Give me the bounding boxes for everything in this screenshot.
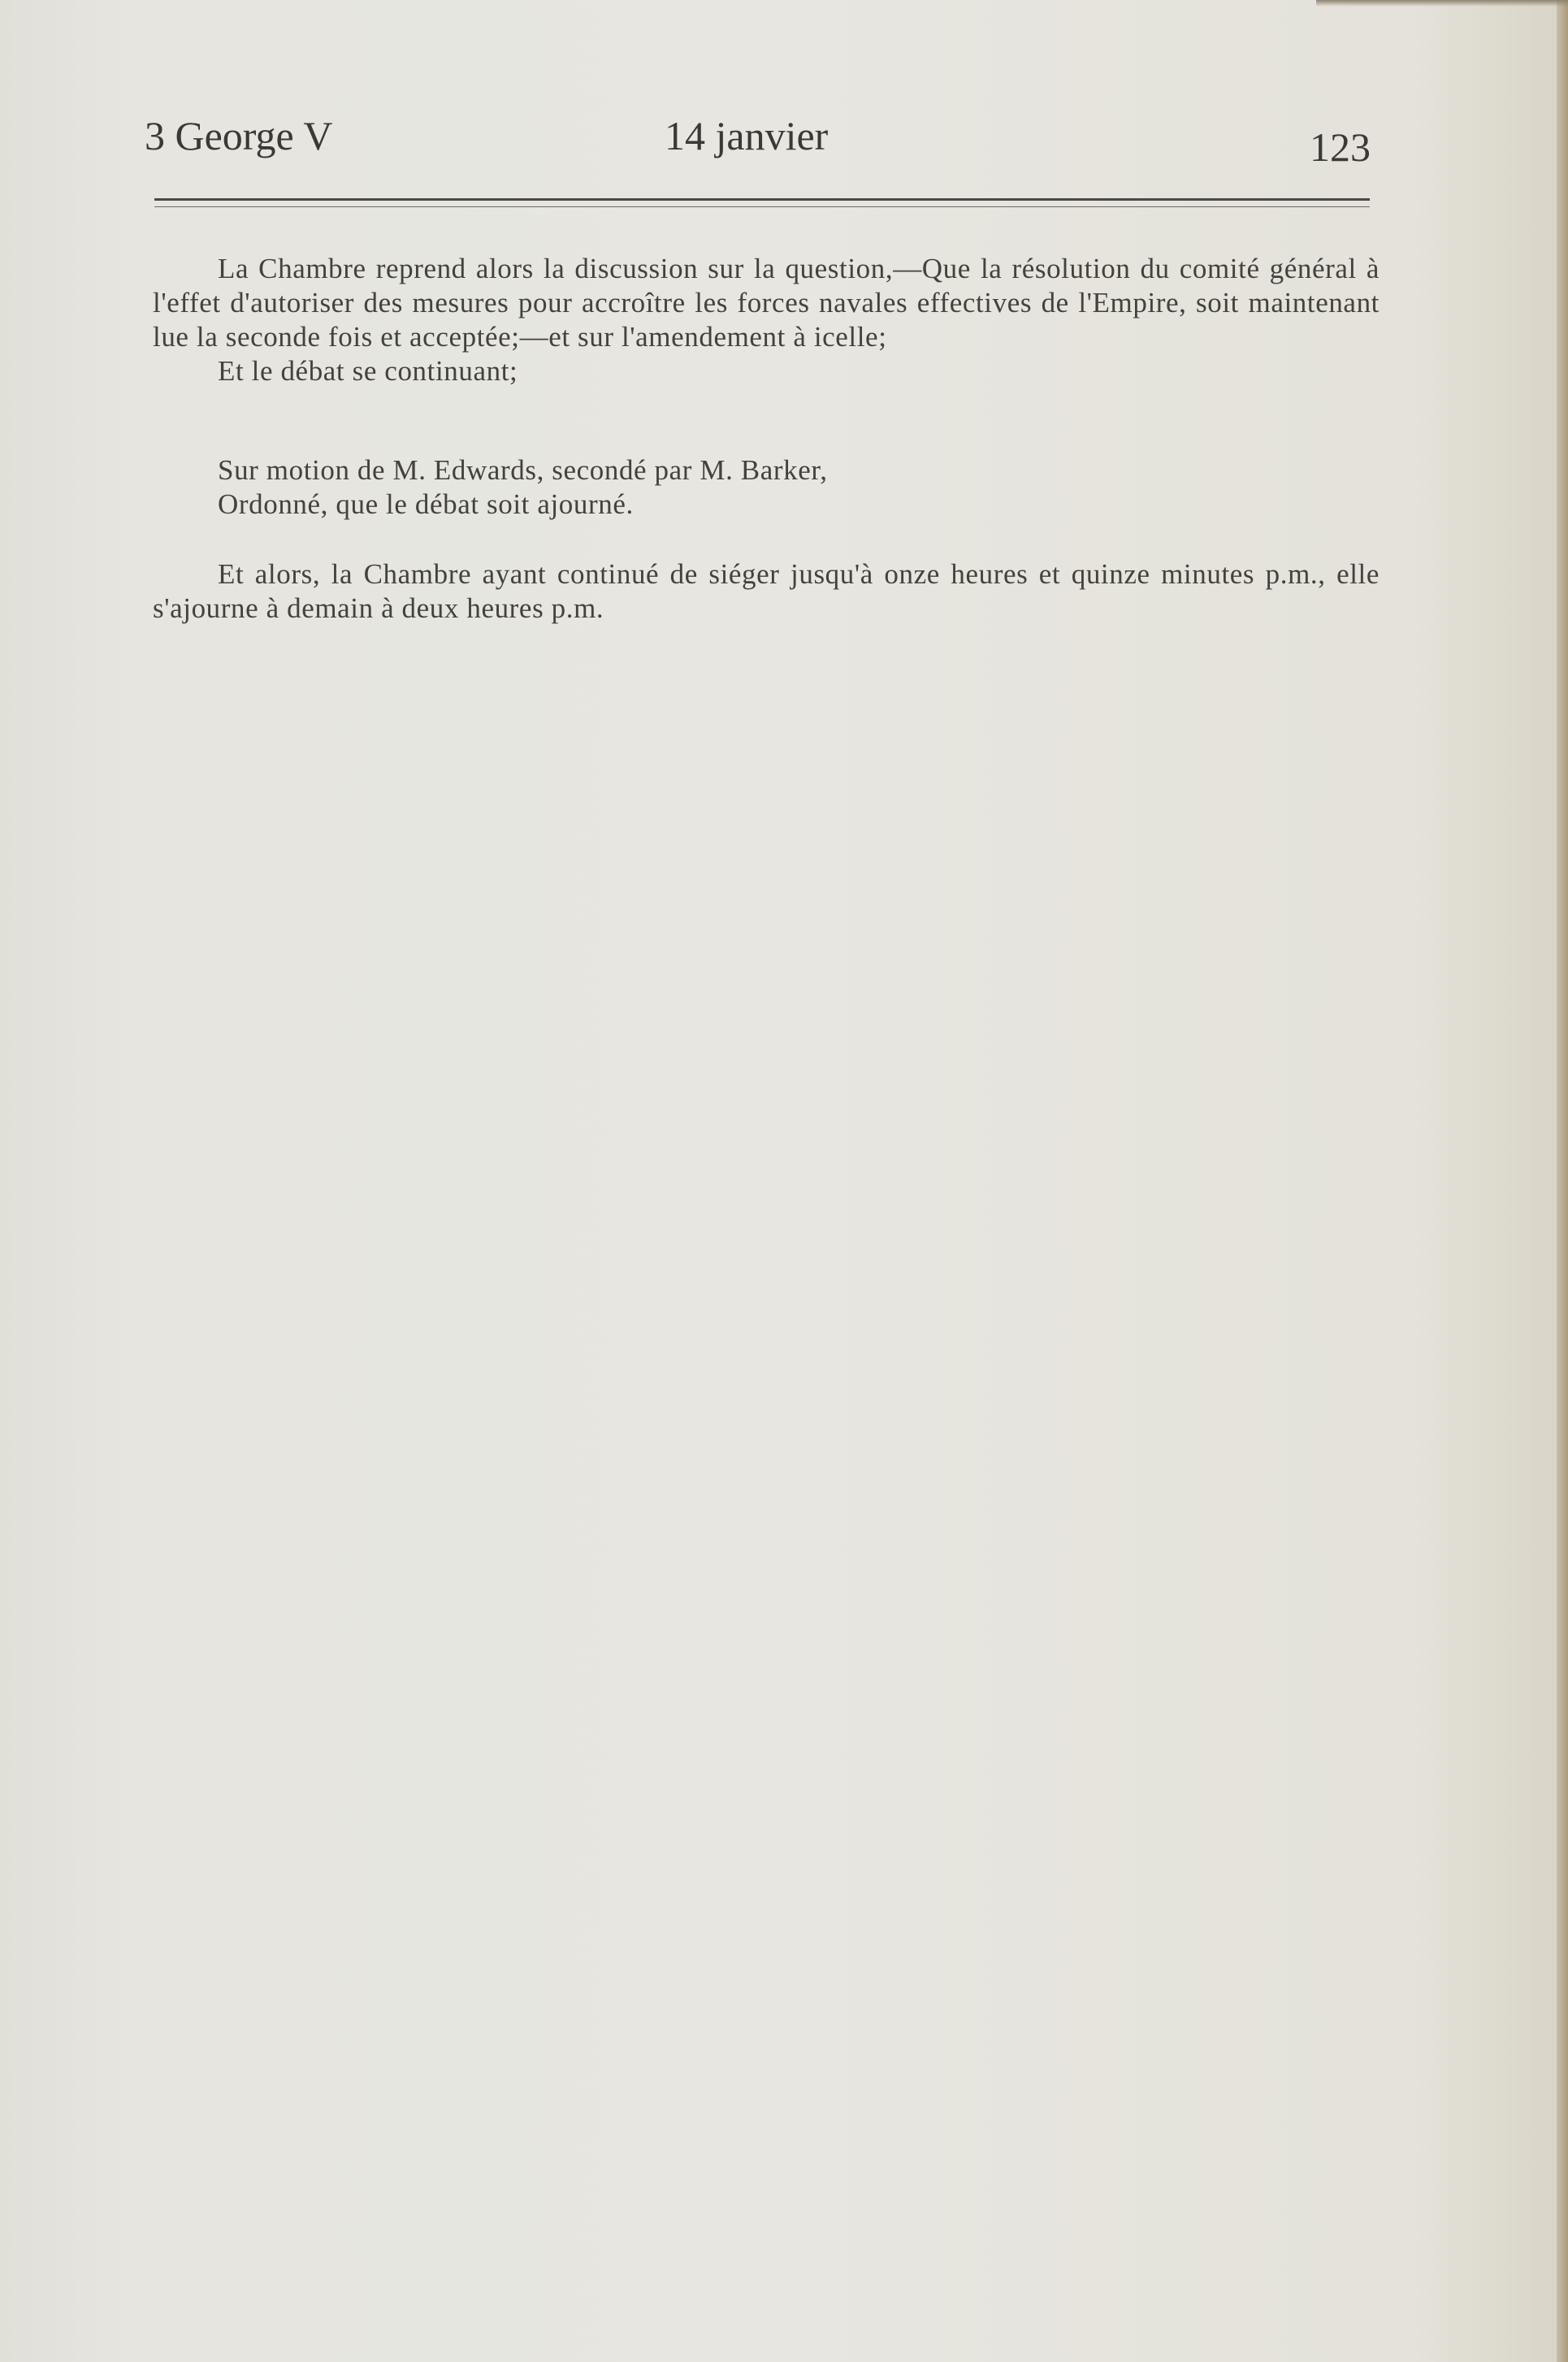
order-line: Ordonné, que le débat soit ajourné.: [218, 488, 634, 520]
debate-paragraph: La Chambre reprend alors la discussion sur la question,—Que la résolution du comité général à l'effet d'autoriser des mesures pour accroître les forces navales effectives de l'Empire, soit maintenant lue la seconde fois et acceptée;—et sur l'amendement à icelle;: [153, 253, 1380, 353]
running-head-date: 14 janvier: [665, 113, 829, 158]
page-number: 123: [1310, 124, 1371, 170]
house-adjourns-block: [153, 557, 1380, 626]
debate-continuing-line: Et le débat se continuant;: [218, 355, 518, 387]
page-top-shadow: [1316, 0, 1568, 7]
header-rule: [154, 198, 1370, 201]
header-rule-thin: [154, 206, 1370, 207]
page-edge-shadow: [1557, 0, 1568, 2362]
running-head-regnal-year: 3 George V: [145, 113, 333, 158]
debate-resumed-block: [153, 252, 1380, 388]
adjournment-paragraph: Et alors, la Chambre ayant continué de siéger jusqu'à onze heures et quinze minutes p.m., elle s'ajourne à demain à deux heures p.m.: [153, 558, 1380, 624]
motion-line: Sur motion de M. Edwards, secondé par M. Barker,: [218, 454, 828, 486]
adjournment-motion-block: [153, 453, 1380, 522]
